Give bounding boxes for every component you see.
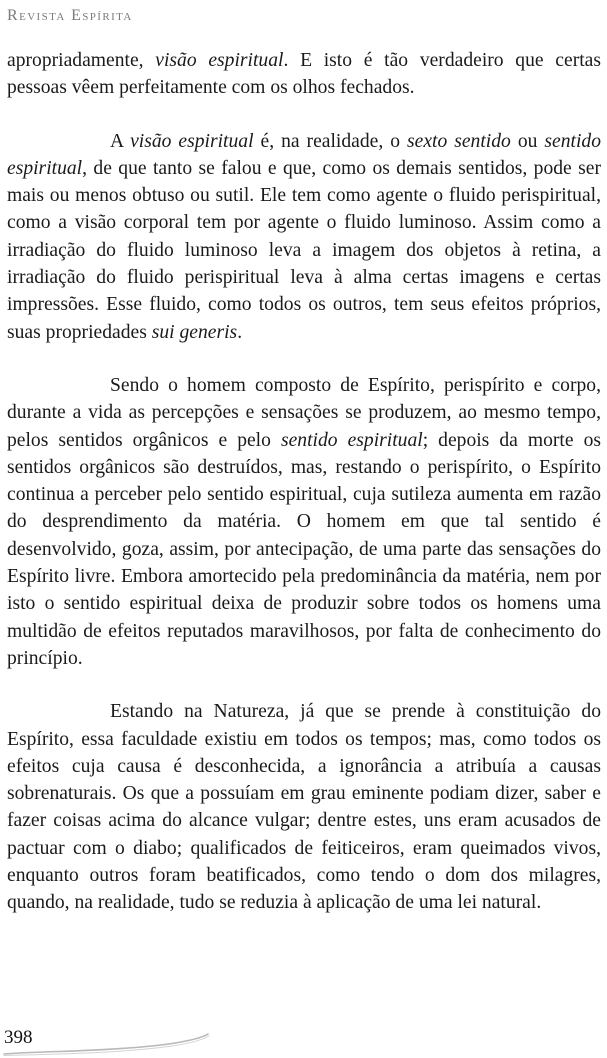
italic-term: sui generis [151, 321, 238, 343]
text-run: . E isto é tão verdadeiro que certas pessoas vêem perfeitamente com os olhos fechados. [7, 50, 601, 99]
page-number-ornament [2, 1024, 212, 1058]
italic-term: sentido espiritual [7, 130, 602, 179]
text-run: . [237, 321, 243, 343]
paragraph-3 [7, 372, 601, 672]
text-run: A [110, 130, 131, 152]
text-run: apropriadamente, [7, 50, 156, 71]
article-body [7, 47, 601, 943]
text-run: Estando na Natureza, já que se prende à constituição do Espírito, essa faculdade existiu em todos os tempos; mas, como todos os efeitos cuja causa é desconhecida, a ignorância a atribuía a causas sobrenaturais. Os que a possuíam em grau eminente podiam dizer, saber e fazer coisas acima do alcance vulgar; dentre estes, uns eram acusados de pactuar com o diabo; qualificados de feiticeiros, eram queimados vivos, enquanto outros foram beatificados, como tendo o dom dos milagres, quando, na realidade, tudo se reduzia à aplicação de uma lei natural. [7, 701, 601, 914]
paragraph-2 [7, 128, 601, 346]
text-run: ; depois da morte os sentidos orgânicos são destruídos, mas, restando o perispírito, o Espírito continua a perceber pelo sentido espiritual, cuja sutileza aumenta em razão do desprendimento da matéria. O homem em que tal sentido é desenvolvido, goza, assim, por antecipação, de uma parte das sensações do Espírito livre. Embora amortecido pela predominância da matéria, nem por isto o sentido espiritual deixa de produzir sobre todos os homens uma multidão de efeitos reputados maravilhosos, por falta de conhecimento do princípio. [7, 429, 601, 669]
page-number: 398 [4, 1027, 33, 1048]
italic-term: sexto sentido [407, 130, 511, 152]
text-run: é, na realidade, o [253, 130, 407, 152]
text-run: , de que tanto se falou e que, como os demais sentidos, pode ser mais ou menos obtuso ou sutil. Ele tem como agente o fluido perispiritual, como a visão corporal tem por agente o fluido luminoso. Assim como a irradiação do fluido luminoso leva a imagem dos objetos à retina, a irradiação do fluido perispiritual leva à alma certas imagens e certas impressões. Esse fluido, como todos os outros, tem seus efeitos próprios, suas propriedades [7, 157, 601, 343]
italic-term: visão espiritual [130, 130, 254, 152]
text-run: ou [510, 130, 545, 152]
paragraph-4 [7, 698, 601, 916]
text-run: Sendo o homem composto de Espírito, perispírito e corpo, durante a vida as percepções e sensações se produzem, ao mesmo tempo, pelos sentidos orgânicos e pelo [7, 374, 601, 451]
running-head: Revista Espírita [7, 7, 133, 24]
paragraph-1 [7, 47, 601, 102]
italic-term: sentido espiritual [280, 429, 423, 451]
italic-term: visão espiritual [155, 50, 284, 71]
